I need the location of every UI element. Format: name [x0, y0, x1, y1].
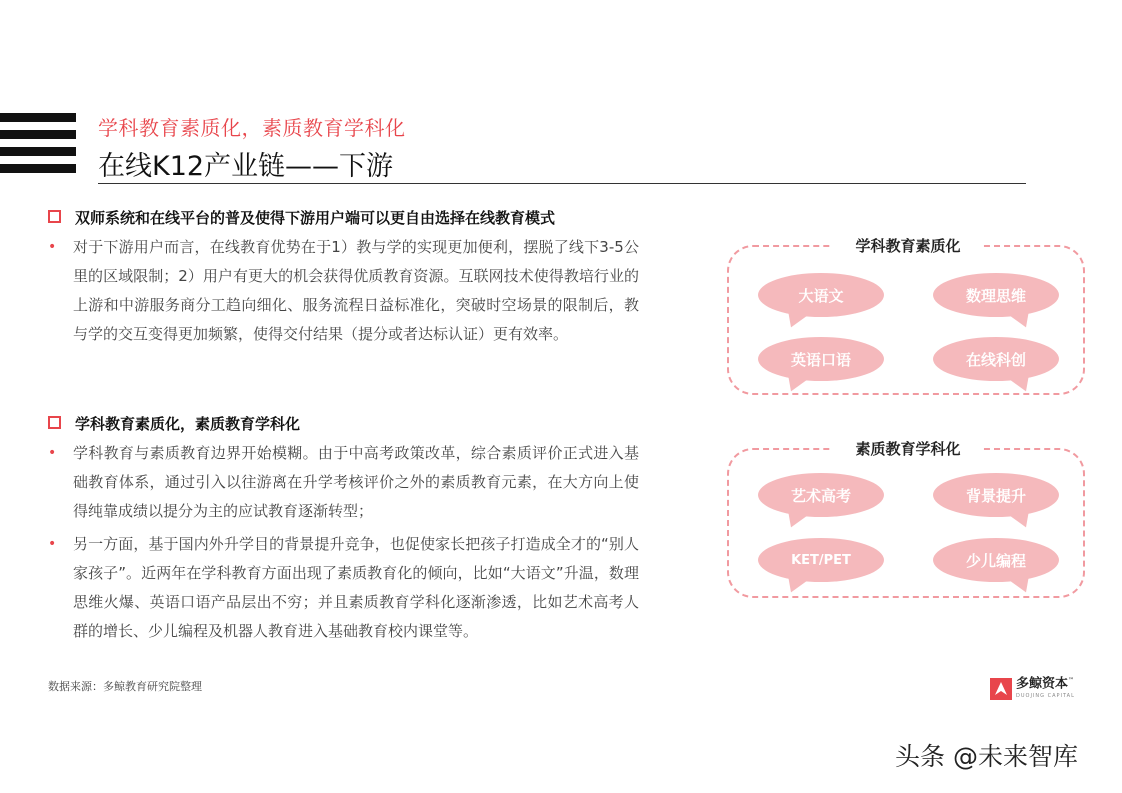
bubble-item: 在线科创	[933, 337, 1059, 381]
title-divider	[98, 183, 1026, 184]
bubble-item: 背景提升	[933, 473, 1059, 517]
logo-text	[1016, 674, 1075, 703]
page-title: 在线K12产业链——下游	[98, 151, 394, 182]
bullet-dot-icon: •	[48, 445, 57, 461]
panel-title-1: 学科教育素质化	[833, 235, 983, 256]
panel-title-2: 素质教育学科化	[833, 438, 983, 459]
section-heading-1	[48, 207, 555, 228]
page-subtitle: 学科教育素质化，素质教育学科化	[98, 116, 406, 140]
section-heading-text: 学科教育素质化，素质教育学科化	[75, 415, 301, 433]
section-heading-text: 双师系统和在线平台的普及使得下游用户端可以更自由选择在线教育模式	[75, 209, 556, 227]
bubble-item: 英语口语	[758, 337, 884, 381]
bubble-item: 数理思维	[933, 273, 1059, 317]
logo-name: 多鲸资本	[1016, 676, 1069, 692]
bullet-dot-icon: •	[48, 536, 57, 552]
bullet-dot-icon: •	[48, 239, 57, 255]
section-heading-2	[48, 413, 300, 434]
bubble-item: 少儿编程	[933, 538, 1059, 582]
section-2-paragraph-1	[48, 439, 639, 526]
bubble-item: 艺术高考	[758, 473, 884, 517]
watermark: 头条 @未来智库	[895, 742, 1078, 771]
square-bullet-icon	[48, 416, 61, 429]
paragraph-text: 对于下游用户而言，在线教育优势在于1）教与学的实现更加便利，摆脱了线下3-5公里的区域限制；2）用户有更大的机会获得优质教育资源。互联网技术使得教培行业的上游和中游服务商分工趋向细化、服务流程日益标准化，突破时空场景的限制后，教与学的交互变得更加频繁，使得交付结果（提分或者达标认证）更有效率。	[73, 238, 639, 343]
section-2-paragraph-2	[48, 530, 639, 646]
data-source-note: 数据来源：多鲸教育研究院整理	[48, 680, 202, 693]
section-1-paragraph-1	[48, 233, 639, 349]
logo-subtext: DUOJING CAPITAL	[1016, 693, 1075, 700]
paragraph-text: 学科教育与素质教育边界开始模糊。由于中高考政策改革，综合素质评价正式进入基础教育体系，通过引入以往游离在升学考核评价之外的素质教育元素，在大方向上使得纯靠成绩以提分为主的应试教育逐渐转型；	[73, 444, 639, 520]
decorative-bars	[0, 113, 76, 181]
logo-trademark: ™	[1068, 677, 1075, 684]
company-logo	[990, 674, 1075, 703]
square-bullet-icon	[48, 210, 61, 223]
bubble-item: 大语文	[758, 273, 884, 317]
bubble-item: KET/PET	[758, 538, 884, 582]
paragraph-text: 另一方面，基于国内外升学目的背景提升竞争，也促使家长把孩子打造成全才的“别人家孩子”。近两年在学科教育方面出现了素质教育化的倾向，比如“大语文”升温，数理思维火爆、英语口语产品层出不穷；并且素质教育学科化逐渐渗透，比如艺术高考人群的增长、少儿编程及机器人教育进入基础教育校内课堂等。	[73, 535, 639, 640]
whale-logo-icon	[990, 678, 1012, 700]
